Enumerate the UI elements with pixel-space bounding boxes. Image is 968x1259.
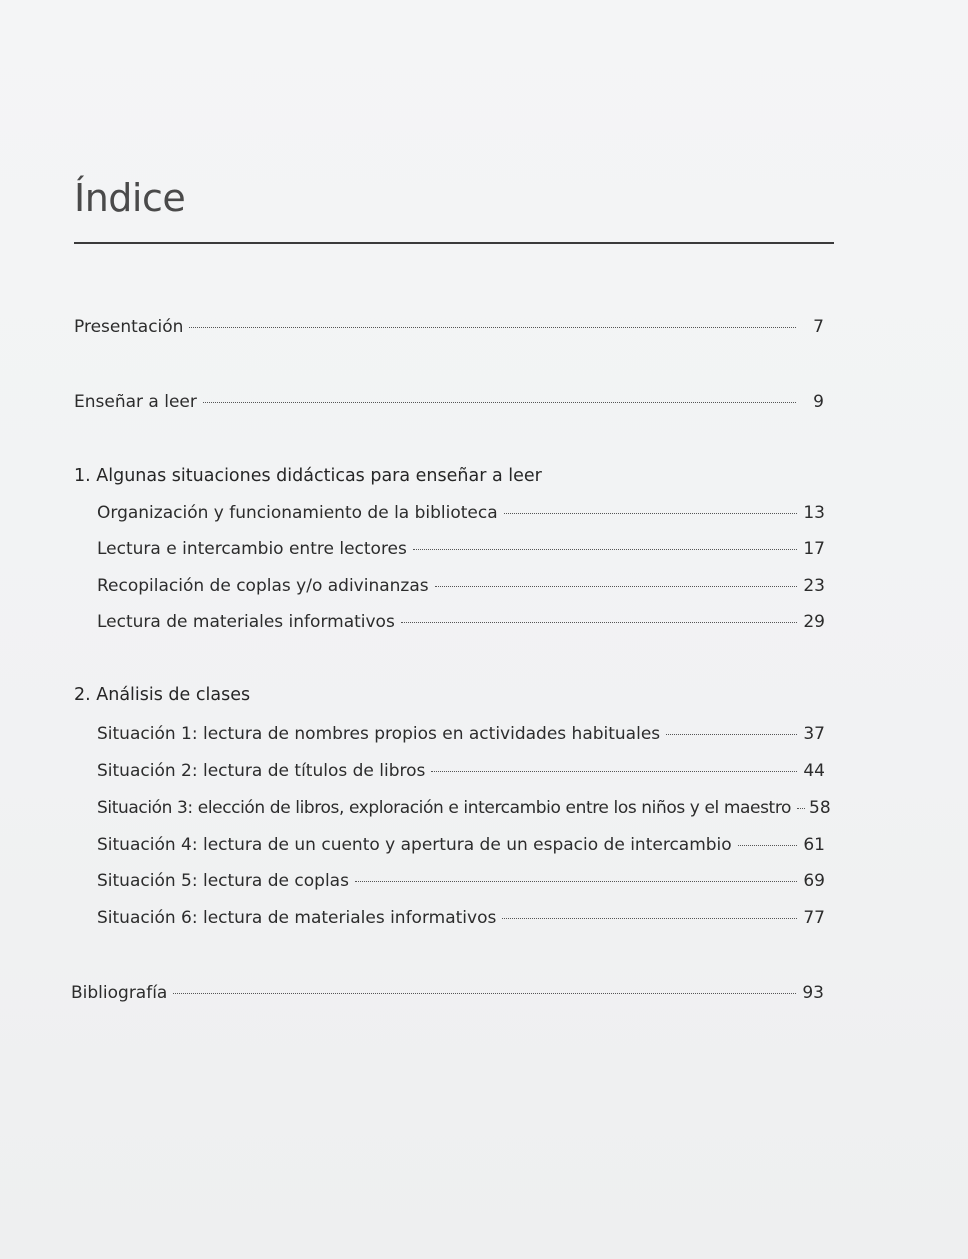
title-rule bbox=[74, 242, 834, 244]
toc-entry-s1-1[interactable] bbox=[97, 502, 825, 524]
toc-entry-page: 29 bbox=[803, 612, 825, 632]
dot-leader bbox=[431, 771, 797, 772]
dot-leader bbox=[401, 622, 797, 623]
toc-entry-page: 69 bbox=[803, 871, 825, 891]
toc-entry-label: Recopilación de coplas y/o adivinanzas bbox=[97, 576, 429, 596]
toc-entry-s2-5[interactable] bbox=[97, 870, 825, 892]
toc-entry-page: 44 bbox=[803, 761, 825, 781]
toc-entry-label: Situación 3: elección de libros, exploración e intercambio entre los niños y el maestro bbox=[97, 798, 792, 818]
toc-entry-s2-3[interactable] bbox=[97, 797, 831, 819]
toc-entry-label: Organización y funcionamiento de la biblioteca bbox=[97, 503, 498, 523]
toc-entry-s1-2[interactable] bbox=[97, 538, 825, 560]
toc-entry-page: 17 bbox=[803, 539, 825, 559]
toc-entry-s1-4[interactable] bbox=[97, 611, 825, 633]
toc-entry-ensenar-a-leer[interactable] bbox=[74, 391, 824, 413]
toc-entry-page: 7 bbox=[813, 317, 824, 337]
section-1-heading[interactable]: 1. Algunas situaciones didácticas para enseñar a leer bbox=[74, 466, 542, 486]
toc-entry-page: 58 bbox=[809, 798, 831, 818]
toc-entry-page: 77 bbox=[803, 908, 825, 928]
toc-entry-label: Lectura de materiales informativos bbox=[97, 612, 395, 632]
dot-leader bbox=[355, 881, 797, 882]
toc-entry-s2-2[interactable] bbox=[97, 760, 825, 782]
toc-entry-page: 23 bbox=[803, 576, 825, 596]
dot-leader bbox=[666, 734, 797, 735]
dot-leader bbox=[435, 586, 797, 587]
toc-entry-label: Lectura e intercambio entre lectores bbox=[97, 539, 407, 559]
dot-leader bbox=[738, 845, 797, 846]
page-title: Índice bbox=[74, 176, 186, 220]
dot-leader bbox=[413, 549, 797, 550]
toc-entry-label: Situación 6: lectura de materiales informativos bbox=[97, 908, 497, 928]
toc-entry-label: Presentación bbox=[74, 317, 184, 337]
toc-entry-label: Situación 1: lectura de nombres propios en actividades habituales bbox=[97, 724, 661, 744]
toc-entry-label: Enseñar a leer bbox=[74, 392, 197, 412]
dot-leader bbox=[173, 993, 796, 994]
dot-leader bbox=[504, 513, 797, 514]
toc-entry-page: 9 bbox=[813, 392, 824, 412]
toc-entry-label: Bibliografía bbox=[71, 983, 168, 1003]
dot-leader bbox=[189, 327, 796, 328]
toc-entry-page: 37 bbox=[803, 724, 825, 744]
dot-leader bbox=[502, 918, 797, 919]
toc-entry-s2-6[interactable] bbox=[97, 907, 825, 929]
toc-entry-s2-4[interactable] bbox=[97, 834, 825, 856]
toc-entry-label: Situación 2: lectura de títulos de libros bbox=[97, 761, 426, 781]
toc-entry-label: Situación 4: lectura de un cuento y apertura de un espacio de intercambio bbox=[97, 835, 732, 855]
toc-entry-s2-1[interactable] bbox=[97, 723, 825, 745]
dot-leader bbox=[203, 402, 796, 403]
toc-entry-page: 61 bbox=[803, 835, 825, 855]
toc-entry-label: Situación 5: lectura de coplas bbox=[97, 871, 349, 891]
toc-entry-s1-3[interactable] bbox=[97, 575, 825, 597]
toc-entry-presentacion[interactable] bbox=[74, 316, 824, 338]
section-2-heading[interactable]: 2. Análisis de clases bbox=[74, 685, 251, 705]
dot-leader bbox=[797, 808, 805, 809]
toc-entry-page: 93 bbox=[802, 983, 824, 1003]
toc-entry-page: 13 bbox=[803, 503, 825, 523]
toc-entry-bibliografia[interactable] bbox=[71, 982, 824, 1004]
